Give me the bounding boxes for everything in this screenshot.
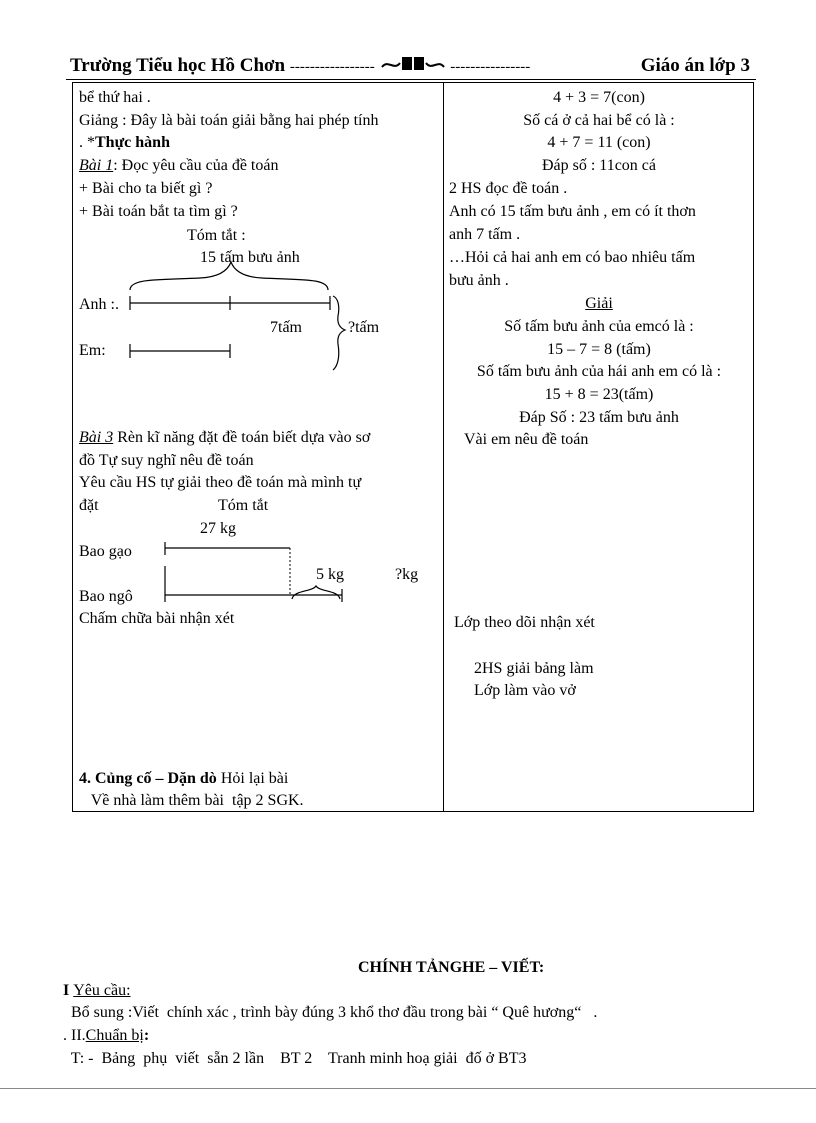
right-line-11: 15 – 7 = 8 (tấm) xyxy=(547,341,651,358)
right-line-15: Vài em nêu đề toán xyxy=(464,431,589,448)
grading-note: Chấm chữa bài nhận xét xyxy=(79,610,235,627)
book-ornament-icon xyxy=(380,55,446,73)
right-line-16: Lớp theo dõi nhận xét xyxy=(454,614,595,631)
diagram2-corn-label: Bao ngô xyxy=(79,588,133,605)
diagram1-em-label: Em: xyxy=(79,342,106,359)
homework: Về nhà làm thêm bài tập 2 SGK. xyxy=(79,792,304,809)
right-line-2: Số cá ở cả hai bể có là : xyxy=(523,112,675,129)
exercise-1: Bài 1: Đọc yêu cầu của đề toán xyxy=(79,157,279,174)
consolidation: 4. Củng cố – Dặn dò Hỏi lại bài xyxy=(79,770,289,787)
school-name: Trường Tiểu học Hồ Chơn xyxy=(70,55,286,76)
question-2: + Bài toán bắt ta tìm gì ? xyxy=(79,203,238,220)
requirements-heading: I Yêu cầu: xyxy=(63,982,131,999)
diagram1-total-label: 15 tấm bưu ảnh xyxy=(200,249,300,266)
right-line-6: Anh có 15 tấm bưu ảnh , em có ít thơn xyxy=(449,203,696,220)
practice-heading: . *Thực hành xyxy=(79,134,170,151)
right-line-10: Số tấm bưu ảnh của emcó là : xyxy=(504,318,694,335)
header-dashes-right: ---------------- xyxy=(450,59,531,75)
right-line-7: anh 7 tấm . xyxy=(449,226,521,243)
diagram2-rice-weight: 27 kg xyxy=(200,520,236,537)
right-line-17: 2HS giải bảng làm xyxy=(474,660,594,677)
right-line-5: 2 HS đọc đề toán . xyxy=(449,180,568,197)
preparation-text: T: - Bảng phụ viết sẵn 2 lần BT 2 Tranh minh hoạ giải đố ở BT3 xyxy=(63,1050,527,1067)
diagram1-question-label: ?tấm xyxy=(348,319,380,336)
exercise-3-line-2: đồ Tự suy nghĩ nêu đề toán xyxy=(79,452,254,469)
exercise-3-line-3: Yêu cầu HS tự giải theo đề toán mà mình tự xyxy=(79,474,362,491)
right-line-1: 4 + 3 = 7(con) xyxy=(553,89,645,106)
right-line-8: …Hỏi cả hai anh em có bao nhiêu tấm xyxy=(449,249,696,266)
summary-label-2: Tóm tắt xyxy=(218,497,269,514)
left-line-2: Giảng : Đây là bài toán giải bằng hai phép tính xyxy=(79,112,379,129)
header-rule xyxy=(66,79,756,80)
diagram2-question-label: ?kg xyxy=(395,566,419,583)
right-line-9: bưu ảnh . xyxy=(449,272,509,289)
right-line-3: 4 + 7 = 11 (con) xyxy=(547,134,651,151)
exercise-3-line-4: đặt xyxy=(79,497,99,514)
table-column-divider xyxy=(443,82,444,812)
question-1: + Bài cho ta biết gì ? xyxy=(79,180,213,197)
section-title: CHÍNH TẢNGHE – VIẾT: xyxy=(358,959,545,976)
preparation-heading: . II.Chuẩn bị: xyxy=(63,1027,150,1044)
right-line-18: Lớp làm vào vở xyxy=(474,682,576,699)
exercise-3: Bài 3 Rèn kĩ năng đặt đề toán biết dựa vào sơ xyxy=(79,429,371,446)
header-dashes-left: ----------------- xyxy=(289,59,375,75)
diagram2-rice-label: Bao gạo xyxy=(79,543,132,560)
exercise-3-label: Bài 3 xyxy=(79,429,114,446)
header-title: Giáo án lớp 3 xyxy=(640,55,750,76)
right-line-12: Số tấm bưu ảnh của hái anh em có là : xyxy=(476,363,722,380)
requirements-text: Bổ sung :Viết chính xác , trình bày đúng 3 khổ thơ đầu trong bài “ Quê hương“ . xyxy=(63,1004,598,1021)
diagram2-diff-label: 5 kg xyxy=(316,566,344,583)
summary-label-1: Tóm tắt : xyxy=(187,227,246,244)
right-line-13: 15 + 8 = 23(tấm) xyxy=(544,386,654,403)
right-line-14: Đáp Số : 23 tấm bưu ảnh xyxy=(519,409,679,426)
left-line-1: bể thứ hai . xyxy=(79,89,151,106)
solution-heading: Giải xyxy=(585,295,613,312)
page-bottom-rule xyxy=(0,1088,816,1089)
diagram1-anh-label: Anh :. xyxy=(79,296,119,313)
page-header xyxy=(70,52,750,80)
exercise-1-label: Bài 1 xyxy=(79,157,114,174)
diagram1-diff-label: 7tấm xyxy=(270,319,302,336)
right-line-4: Đáp số : 11con cá xyxy=(541,157,657,174)
